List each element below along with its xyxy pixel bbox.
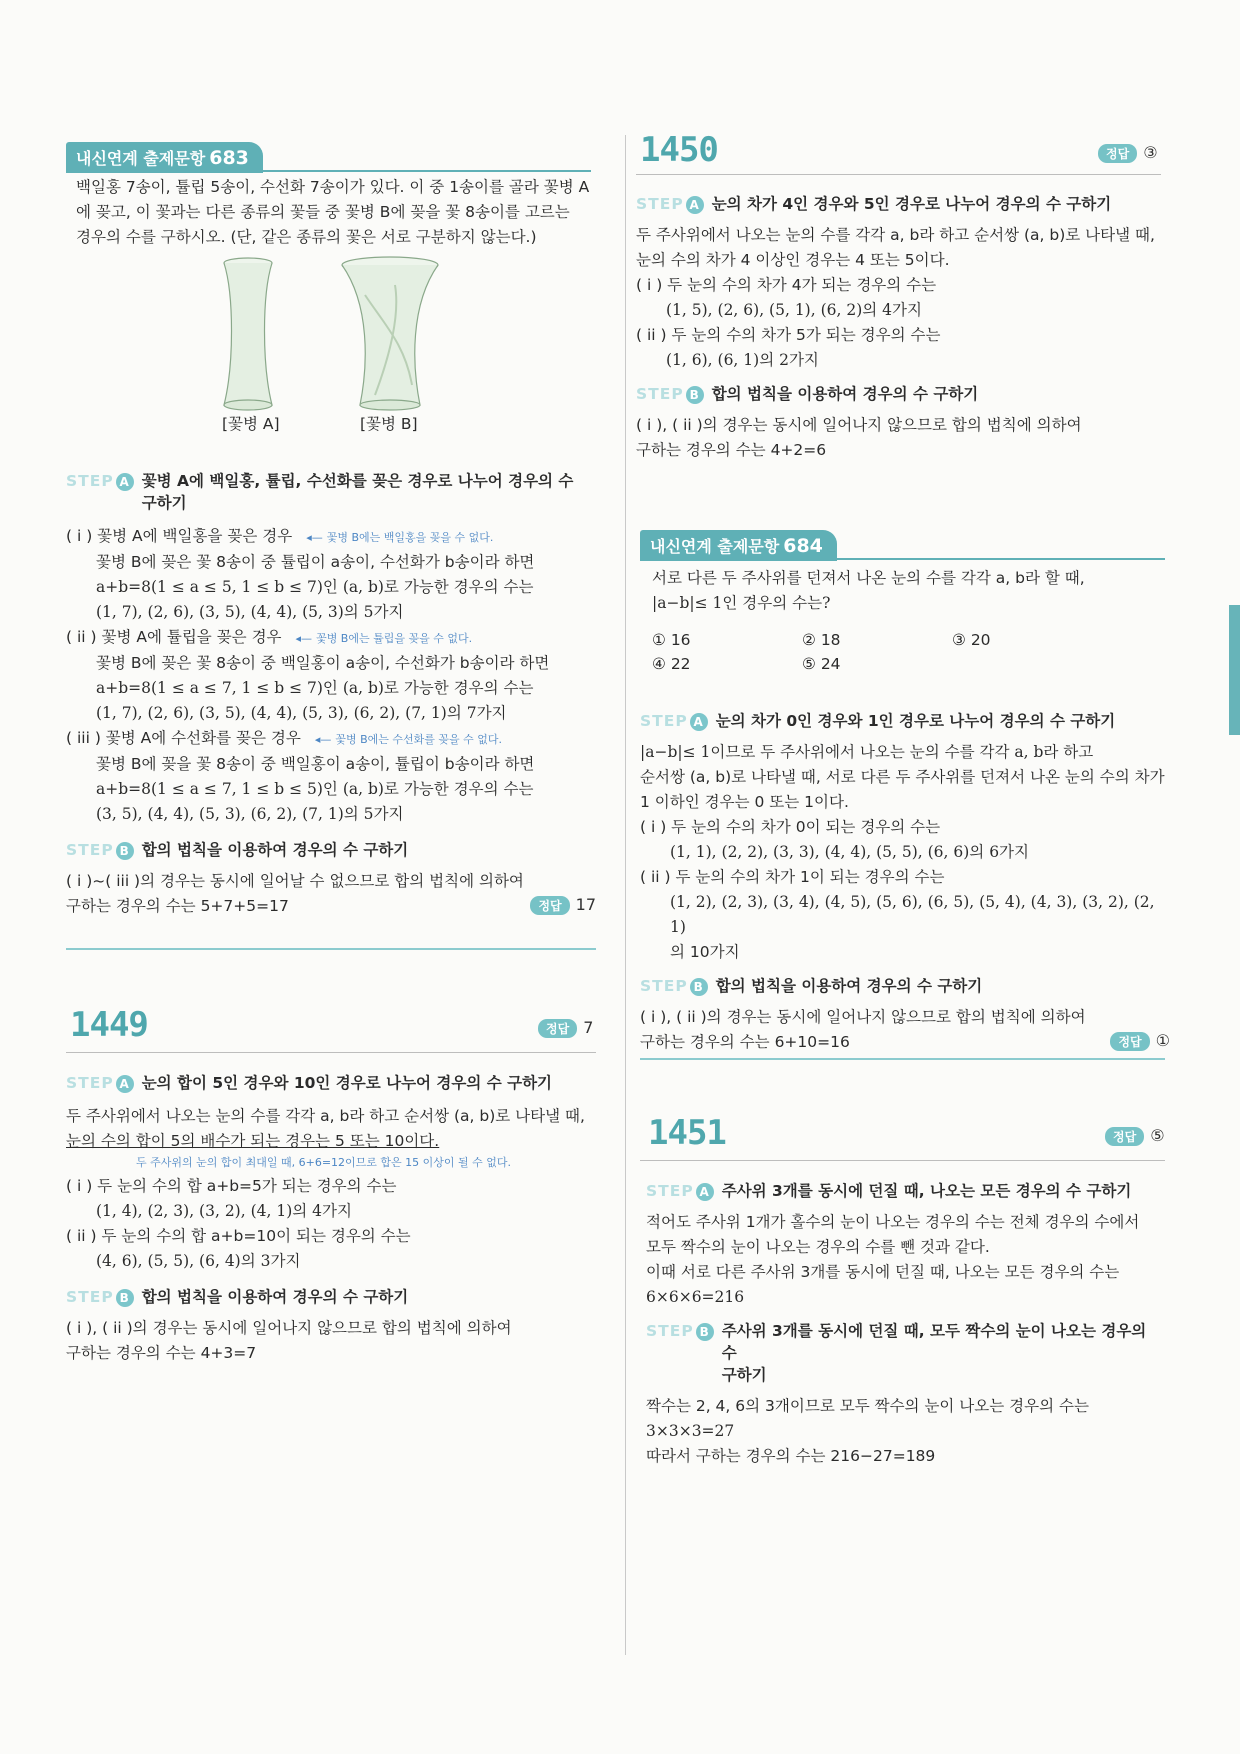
problem-684-text: 서로 다른 두 주사위를 던져서 나온 눈의 수를 각각 a, b라 할 때, |a−b|≤ 1인 경우의 수는? ① 16 ② 18 ③ 20 ④ 22 ⑤ 24 (652, 566, 1162, 676)
solution-1449: STEP A 눈의 합이 5인 경우와 10인 경우로 나누어 경우의 수 구하기 두 주사위에서 나오는 눈의 수를 각각 a, b라 하고 순서쌍 (a, b)로 나타낼 때, 눈의 수의 합이 5의 배수가 되는 경우는 5 또는 10이다. 두 주사위의 눈의 합이 최대일 때, 6+6=12이므로 합은 15 이상이 될 수 없다. ( i ) 두 눈의 수의 합 a+b=5가 되는 경우의 수는 (1, 4), (2, 3), (3, 2), (4, 1)의 4가지 ( ii ) 두 눈의 수의 합 a+b=10이 되는 경우의 수는 (4, 6), (5, 5), (6, 4)의 3가지 STEP B 합의 법칙을 이용하여 경우의 수 구하기 ( i ), ( ii )의 경우는 동시에 일어나지 않으므로 합의 법칙에 의하여 구하는 경우의 수는 4+3=7 (66, 1072, 596, 1366)
problem-number-1449: 1449 (70, 1005, 148, 1045)
step-b-heading: STEP B 주사위 3개를 동시에 던질 때, 모두 짝수의 눈이 나오는 경우의 수 구하기 (646, 1322, 1147, 1384)
vase-a-caption: [꽃병 A] (222, 415, 280, 433)
box-684-rule (640, 558, 1165, 560)
section-rule (640, 1058, 1165, 1060)
step-b-heading: STEP B 합의 법칙을 이용하여 경우의 수 구하기 (640, 977, 983, 995)
step-a-heading: STEP A 주사위 3개를 동시에 던질 때, 나오는 모든 경우의 수 구하기 (646, 1182, 1132, 1200)
solution-1450: STEP A 눈의 차가 4인 경우와 5인 경우로 나누어 경우의 수 구하기 두 주사위에서 나오는 눈의 수를 각각 a, b라 하고 순서쌍 (a, b)로 나타낼 때, 눈의 수의 차가 4 이상인 경우는 4 또는 5이다. ( i ) 두 눈의 수의 차가 4가 되는 경우의 수는 (1, 5), (2, 6), (5, 1), (6, 2)의 4가지 ( ii ) 두 눈의 수의 차가 5가 되는 경우의 수는 (1, 6), (6, 1)의 2가지 STEP B 합의 법칙을 이용하여 경우의 수 구하기 ( i ), ( ii )의 경우는 동시에 일어나지 않으므로 합의 법칙에 의하여 구하는 경우의 수는 4+2=6 (636, 193, 1166, 463)
section-rule (66, 1052, 596, 1053)
solution-1451: STEP A 주사위 3개를 동시에 던질 때, 나오는 모든 경우의 수 구하기 적어도 주사위 1개가 홀수의 눈이 나오는 경우의 수는 전체 경우의 수에서 모두 짝수의 눈이 나오는 경우의 수를 뺀 것과 같다. 이때 서로 다른 주사위 3개를 동시에 던질 때, 나오는 모든 경우의 수는 6×6×6=216 STEP B 주사위 3개를 동시에 던질 때, 모두 짝수의 눈이 나오는 경우의 수 구하기 짝수는 2, 4, 6의 3개이므로 모두 짝수의 눈이 나오는 경우의 수는 3×3×3=27 따라서 구하는 경우의 수는 216−27=189 (646, 1180, 1166, 1469)
page-edge-tab (1229, 605, 1240, 735)
choice-4: ④ 22 (652, 655, 691, 673)
answer-683: 정답 17 (530, 895, 596, 915)
step-a-heading: STEP A 꽃병 A에 백일홍, 튤립, 수선화를 꽂은 경우로 나누어 경우의 수 구하기 (66, 472, 574, 512)
box-683-title: 내신연계 출제문항 683 (66, 142, 263, 173)
vase-a-image (224, 258, 272, 410)
step-b-heading: STEP B 합의 법칙을 이용하여 경우의 수 구하기 (636, 385, 979, 403)
step-a-heading: STEP A 눈의 합이 5인 경우와 10인 경우로 나누어 경우의 수 구하기 (66, 1074, 553, 1092)
answer-1450: 정답 ③ (1098, 143, 1158, 163)
choice-3: ③ 20 (952, 631, 991, 649)
choice-5: ⑤ 24 (802, 655, 841, 673)
solution-684: STEP A 눈의 차가 0인 경우와 1인 경우로 나누어 경우의 수 구하기 |a−b|≤ 1이므로 두 주사위에서 나오는 눈의 수를 각각 a, b라 하고 순서쌍 (a, b)로 나타낼 때, 서로 다른 두 주사위를 던져서 나온 눈의 수의 차가 1 이하인 경우는 0 또는 1이다. ( i ) 두 눈의 수의 차가 0이 되는 경우의 수는 (1, 1), (2, 2), (3, 3), (4, 4), (5, 5), (6, 6)의 6가지 ( ii ) 두 눈의 수의 차가 1이 되는 경우의 수는 (1, 2), (2, 3), (3, 4), (4, 5), (5, 6), (6, 5), (5, 4), (4, 3), (3, 2), (2, 1) 의 10가지 STEP B 합의 법칙을 이용하여 경우의 수 구하기 ( i ), ( ii )의 경우는 동시에 일어나지 않으므로 합의 법칙에 의하여 구하는 경우의 수는 6+10=16 정답 ① (640, 712, 1170, 1051)
section-rule (66, 948, 596, 950)
choice-1: ① 16 (652, 631, 691, 649)
box-684-title: 내신연계 출제문항 684 (640, 530, 837, 561)
box-683-rule (66, 170, 591, 172)
answer-684: 정답 ① (1110, 1031, 1170, 1051)
step-a-heading: STEP A 눈의 차가 4인 경우와 5인 경우로 나누어 경우의 수 구하기 (636, 195, 1112, 213)
solution-683: STEP A 꽃병 A에 백일홍, 튤립, 수선화를 꽂은 경우로 나누어 경우의 수 구하기 ( i ) 꽃병 A에 백일홍을 꽂은 경우 ◂— 꽃병 B에는 백일홍을 꽂을 수 없다. 꽃병 B에 꽂은 꽃 8송이 중 튤립이 a송이, 수선화가 b송이라 하면 a+b=8(1 ≤ a ≤ 5, 1 ≤ b ≤ 7)인 (a, b)로 가능한 경우의 수는 (1, 7), (2, 6), (3, 5), (4, 4), (5, 3)의 5가지 ( ii ) 꽃병 A에 튤립을 꽂은 경우 ◂— 꽃병 B에는 튤립을 꽂을 수 없다. 꽃병 B에 꽂은 꽃 8송이 중 백일홍이 a송이, 수선화가 b송이라 하면 a+b=8(1 ≤ a ≤ 7, 1 ≤ b ≤ 7)인 (a, b)로 가능한 경우의 수는 (1, 7), (2, 6), (3, 5), (4, 4), (5, 3), (6, 2), (7, 1)의 7가지 ( iii ) 꽃병 A에 수선화를 꽂은 경우 ◂— 꽃병 B에는 수선화를 꽂을 수 없다. 꽃병 B에 꽂을 꽃 8송이 중 백일홍이 a송이, 튤립이 b송이라 하면 a+b=8(1 ≤ a ≤ 7, 1 ≤ b ≤ 5)인 (a, b)로 가능한 경우의 수는 (3, 5), (4, 4), (5, 3), (6, 2), (7, 1)의 5가지 STEP B 합의 법칙을 이용하여 경우의 수 구하기 ( i )~( iii )의 경우는 동시에 일어날 수 없으므로 합의 법칙에 의하여 구하는 경우의 수는 5+7+5=17 정답 17 (66, 472, 596, 915)
box-683-header (66, 142, 263, 173)
step-a-heading: STEP A 눈의 차가 0인 경우와 1인 경우로 나누어 경우의 수 구하기 (640, 712, 1116, 730)
answer-1451: 정답 ⑤ (1105, 1126, 1165, 1146)
section-rule (636, 174, 1161, 175)
vase-illustrations (200, 255, 450, 415)
section-rule (640, 1160, 1165, 1161)
choice-2: ② 18 (802, 631, 841, 649)
step-b-heading: STEP B 합의 법칙을 이용하여 경우의 수 구하기 (66, 1288, 409, 1306)
answer-1449: 정답 7 (538, 1018, 593, 1038)
problem-number-1450: 1450 (640, 130, 718, 170)
box-684-header (640, 530, 837, 561)
vase-b-caption: [꽃병 B] (360, 415, 418, 433)
vase-b-image (342, 257, 438, 410)
problem-683-text: 백일홍 7송이, 튤립 5송이, 수선화 7송이가 있다. 이 중 1송이를 골라 꽃병 A 에 꽂고, 이 꽃과는 다른 종류의 꽃들 중 꽃병 B에 꽂을 꽃 8송이를 고르는 경우의 수를 구하시오. (단, 같은 종류의 꽃은 서로 구분하지 않는다.) (76, 178, 590, 246)
step-b-heading: STEP B 합의 법칙을 이용하여 경우의 수 구하기 (66, 841, 409, 859)
column-divider (625, 135, 626, 1655)
problem-number-1451: 1451 (648, 1113, 726, 1153)
answer-choices (652, 628, 1162, 676)
